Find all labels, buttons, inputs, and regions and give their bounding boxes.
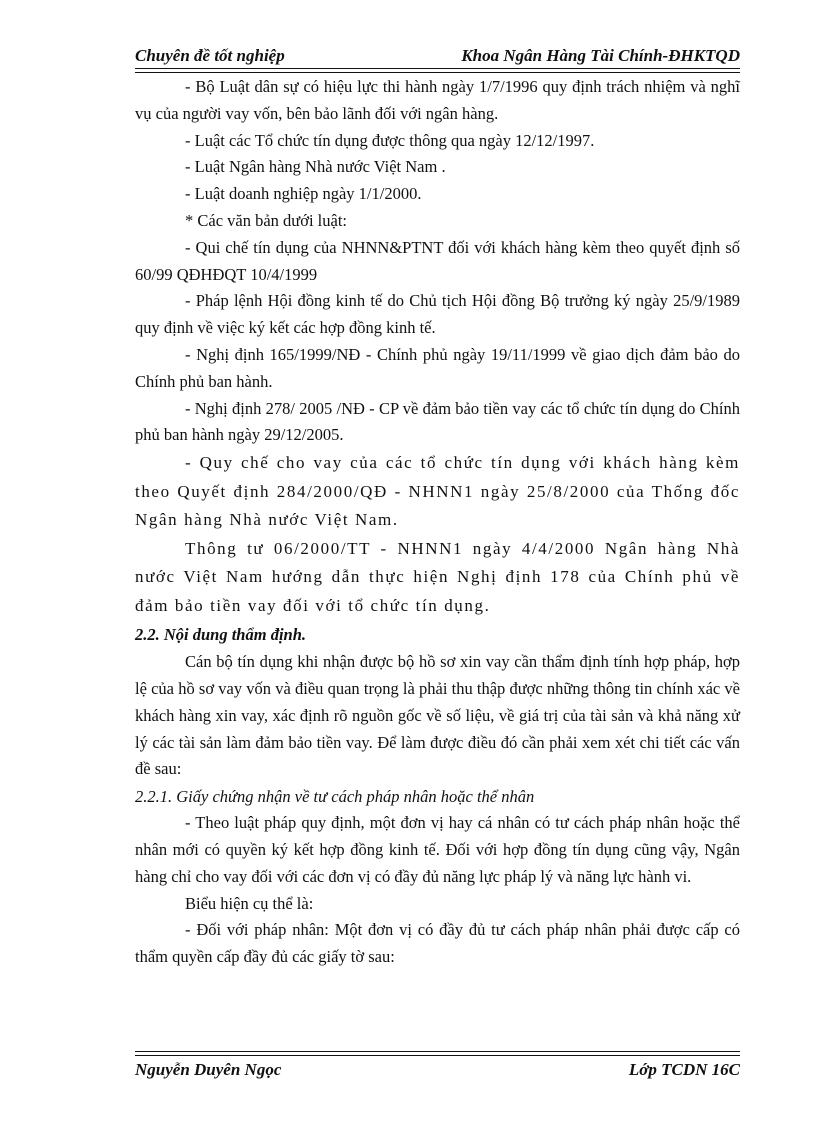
document-body bbox=[135, 74, 740, 971]
paragraph-economic-contract-ordinance: - Pháp lệnh Hội đồng kinh tế do Chủ tịch Hội đồng Bộ trưởng ký ngày 25/9/1989 quy định về việc ký kết các hợp đồng kinh tế. bbox=[135, 291, 740, 338]
paragraph-legal-entity: - Theo luật pháp quy định, một đơn vị hay cá nhân có tư cách pháp nhân hoặc thể nhân mới có quyền ký kết hợp đồng kinh tế. Đối với hợp đồng tín dụng cũng vậy, Ngân hàng chỉ cho vay đối với các đơn vị có đầy đủ năng lực pháp lý và năng lực hành vi. bbox=[135, 813, 740, 886]
paragraph-sub-law-heading: * Các văn bản dưới luật: bbox=[185, 210, 348, 230]
header-rule bbox=[135, 68, 740, 69]
section-heading-2-2-1: 2.2.1. Giấy chứng nhận về tư cách pháp nhân hoặc thể nhân bbox=[135, 787, 535, 807]
footer-rule-double bbox=[135, 1055, 740, 1056]
footer-author: Nguyễn Duyên Ngọc bbox=[135, 1060, 282, 1079]
footer-class: Lớp TCDN 16C bbox=[628, 1060, 740, 1079]
paragraph-enterprise-law: - Luật doanh nghiệp ngày 1/1/2000. bbox=[185, 184, 422, 204]
header-rule-double bbox=[135, 72, 740, 73]
paragraph-decree-165: - Nghị định 165/1999/NĐ - Chính phủ ngày 19/11/1999 về giao dịch đảm bảo do Chính phủ ban hành. bbox=[135, 344, 740, 391]
page-header bbox=[135, 40, 740, 68]
section-heading-2-2: 2.2. Nội dung thẩm định. bbox=[135, 625, 307, 645]
paragraph-decree-278: - Nghị định 278/ 2005 /NĐ - CP về đảm bảo tiền vay các tổ chức tín dụng do Chính phủ ban hành ngày 29/12/2005. bbox=[135, 398, 740, 445]
header-right-title: Khoa Ngân Hàng Tài Chính-ĐHKTQD bbox=[461, 46, 740, 65]
page-footer bbox=[135, 1058, 740, 1084]
paragraph-state-bank-law: - Luật Ngân hàng Nhà nước Việt Nam . bbox=[185, 157, 446, 177]
paragraph-appraisal-content: Cán bộ tín dụng khi nhận được bộ hồ sơ xin vay cần thẩm định tính hợp pháp, hợp lệ của hồ sơ vay vốn và điều quan trọng là phải thu thập được những thông tin chính xác về khách hàng xin vay, xác định rõ nguồn gốc về số liệu, về giá trị của tài sản và khả năng xử lý các tài sản làm đảm bảo tiền vay. Để làm được điều đó cần phải xem xét chi tiết các vấn đề sau: bbox=[135, 652, 740, 779]
paragraph-lending-regulation: - Quy chế cho vay của các tổ chức tín dụng với khách hàng kèm theo Quyết định 284/2000/QĐ - NHNN1 ngày 25/8/2000 của Thống đốc Ngân hàng Nhà nước Việt Nam. bbox=[135, 453, 740, 530]
paragraph-circular-06: Thông tư 06/2000/TT - NHNN1 ngày 4/4/2000 Ngân hàng Nhà nước Việt Nam hướng dẫn thực hiện Nghị định 178 của Chính phủ về đảm bảo tiền vay đối với tổ chức tín dụng. bbox=[135, 538, 740, 615]
paragraph-civil-code: - Bộ Luật dân sự có hiệu lực thi hành ngày 1/7/1996 quy định trách nhiệm và nghĩ vụ của người vay vốn, bên bảo lãnh đối với ngân hàng. bbox=[135, 77, 740, 123]
paragraph-credit-institutions-law: - Luật các Tổ chức tín dụng được thông qua ngày 12/12/1997. bbox=[185, 130, 595, 150]
paragraph-legal-entity-documents: - Đối với pháp nhân: Một đơn vị có đầy đủ tư cách pháp nhân phải được cấp có thẩm quyền cấp đầy đủ các giấy tờ sau: bbox=[135, 920, 740, 967]
paragraph-specific-expression: Biểu hiện cụ thể là: bbox=[185, 893, 314, 913]
header-left-title: Chuyên đề tốt nghiệp bbox=[135, 46, 285, 65]
footer-rule bbox=[135, 1051, 740, 1052]
paragraph-credit-regulation: - Qui chế tín dụng của NHNN&PTNT đối với khách hàng kèm theo quyết định số 60/99 QĐHĐQT 10/4/1999 bbox=[135, 237, 740, 284]
